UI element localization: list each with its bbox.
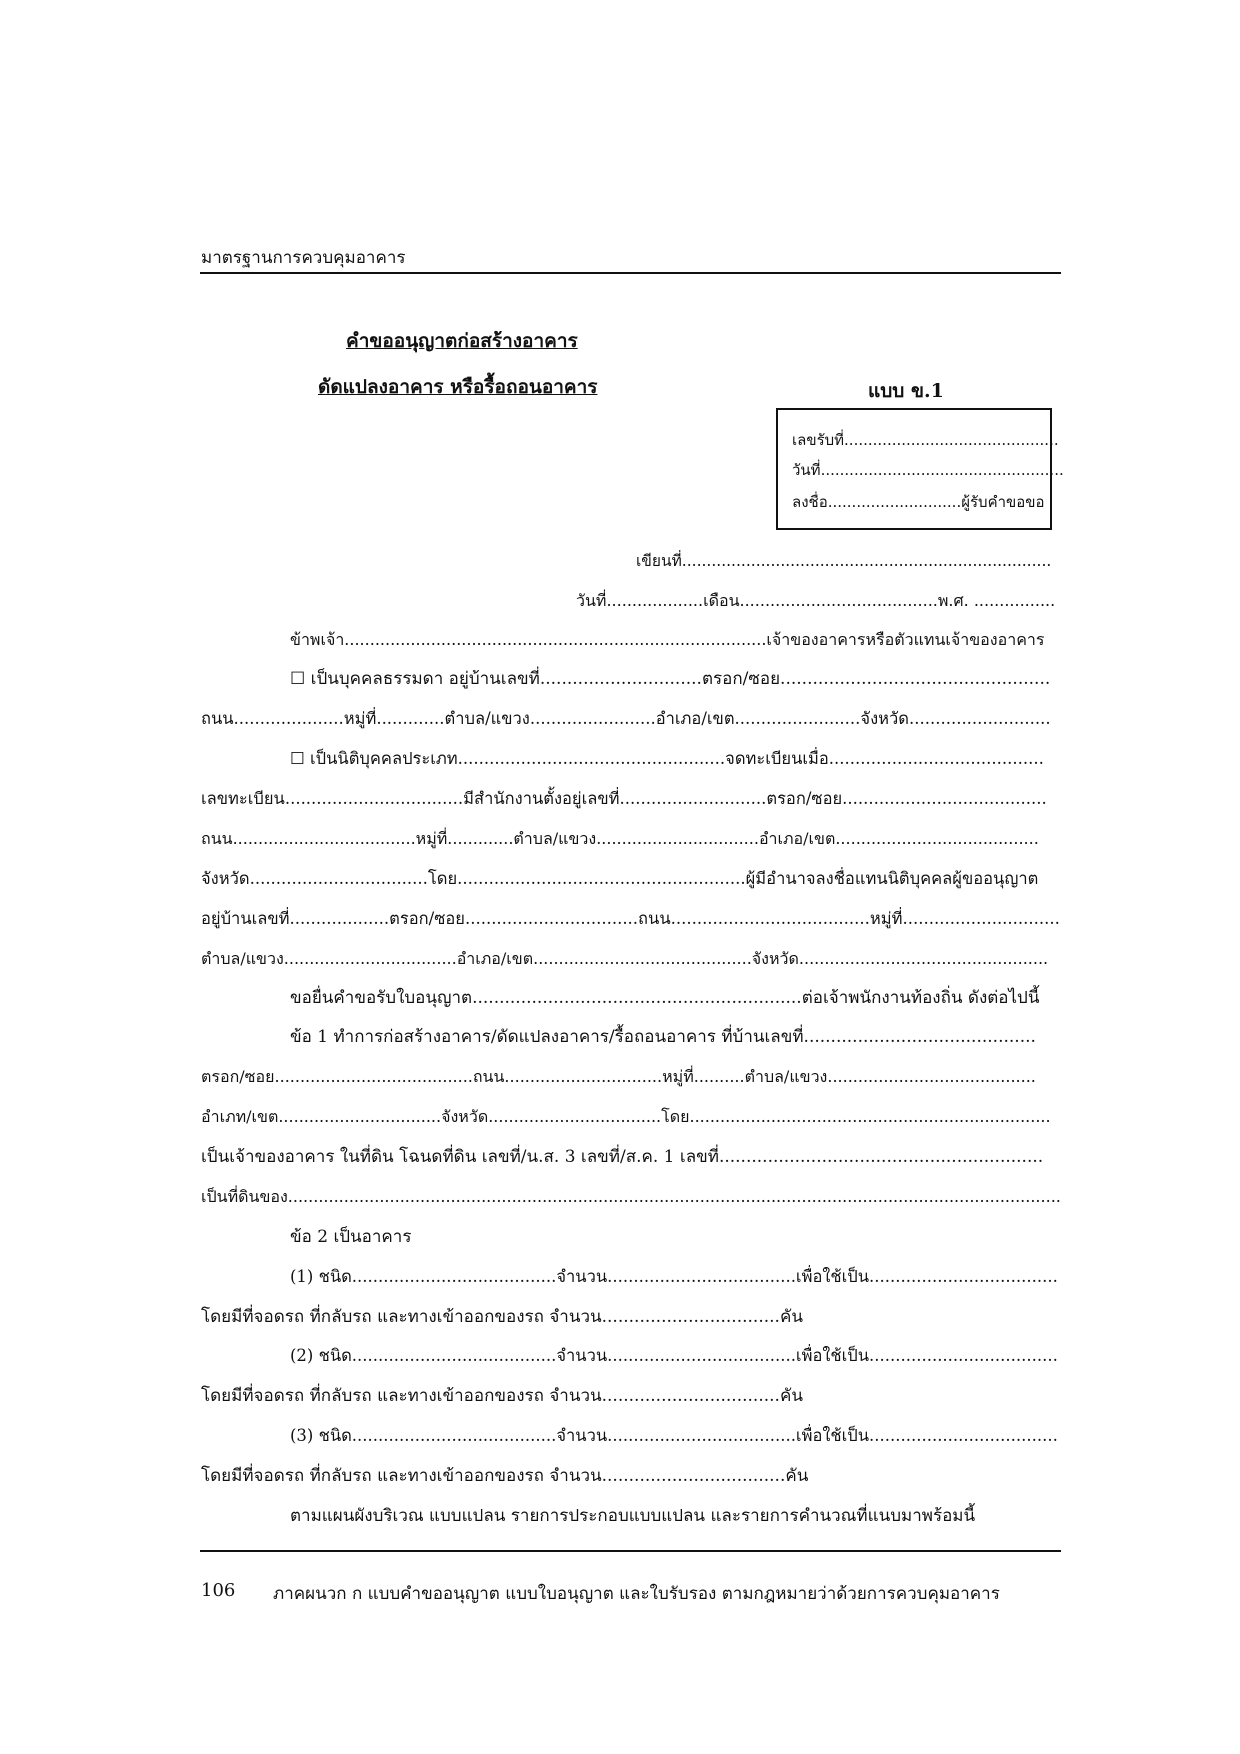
building-2-line: (2) ชนิด.......................................จำนวน....................................เพื่อใช้เป็น....................................: [290, 1346, 1058, 1365]
receipt-signature: ลงชื่อ............................ผู้รับคำขอขอ: [792, 493, 1045, 511]
item-1-district-line: อำเภท/เขต................................จังหวัด..................................โดย.......................................................................: [201, 1107, 1051, 1126]
building-3-line: (3) ชนิด.......................................จำนวน....................................เพื่อใช้เป็น....................................: [290, 1426, 1058, 1445]
form-title-line1: คำขออนุญาตก่อสร้างอาคาร: [346, 330, 578, 352]
item-1-deed-line: เป็นเจ้าของอาคาร ในที่ดิน โฉนดที่ดิน เลขที่/น.ส. 3 เลขที่/ส.ค. 1 เลขที่............................................................: [201, 1147, 1044, 1167]
request-line: ขอยื่นคำขอรับใบอนุญาต.............................................................ต่อเจ้าพนักงานท้องถิ่น ดังต่อไปนี้: [290, 988, 1040, 1008]
item-1-heading: ข้อ 1 ทำการก่อสร้างอาคาร/ดัดแปลงอาคาร/รื้อถอนอาคาร ที่บ้านเลขที่...........................................: [290, 1027, 1036, 1047]
province-authorized-line: จังหวัด..................................โดย.......................................................ผู้มีอำนาจลงชื่อแทนนิติบุคคลผู้ขออนุญาต: [201, 869, 1039, 888]
building-1-line: (1) ชนิด.......................................จำนวน....................................เพื่อใช้เป็น....................................: [290, 1267, 1058, 1286]
item-2-heading: ข้อ 2 เป็นอาคาร: [290, 1227, 412, 1247]
representative-address-line: อยู่บ้านเลขที่...................ตรอก/ซอย.................................ถนน......................................หมู่ที่..............................: [201, 909, 1060, 928]
parking-3-line: โดยมีที่จอดรถ ที่กลับรถ และทางเข้าออกของรถ จำนวน..................................คัน: [201, 1466, 809, 1486]
registration-line: เลขทะเบียน..................................มีสำนักงานตั้งอยู่เลขที่............................ตรอก/ซอย.......................................: [201, 789, 1047, 808]
form-title-line2: ดัดแปลงอาคาร หรือรื้อถอนอาคาร: [318, 376, 598, 398]
item-1-landowner-line: เป็นที่ดินของ........................................................................................................................................................: [201, 1187, 1061, 1206]
natural-person-option: ☐ เป็นบุคคลธรรมดา อยู่บ้านเลขที่..............................ตรอก/ซอย..................................................: [290, 669, 1051, 689]
receipt-box: [776, 408, 1064, 530]
running-header: มาตรฐานการควบคุมอาคาร: [201, 248, 406, 268]
written-at-field: เขียนที่...........................................................................: [636, 552, 1052, 570]
form-code: แบบ ข.1: [868, 380, 944, 402]
representative-subdistrict-line: ตำบล/แขวง..................................อำเภอ/เขต...........................................จังหวัด.................................................: [201, 949, 1049, 968]
juristic-person-option: ☐ เป็นนิติบุคคลประเภท...................................................จดทะเบียนเมื่อ.........................................: [290, 749, 1044, 768]
footer-caption: ภาคผนวก ก แบบคำขออนุญาต แบบใบอนุญาต และใบรับรอง ตามกฎหมายว่าด้วยการควบคุมอาคาร: [273, 1584, 1000, 1604]
attached-plans-line: ตามแผนผังบริเวณ แบบแปลน รายการประกอบแบบแปลน และรายการคำนวณที่แนบมาพร้อมนี้: [290, 1506, 976, 1526]
header-rule: [200, 272, 1061, 274]
person-address-line: ถนน.....................หมู่ที่.............ตำบล/แขวง........................อำเภอ/เขต........................จังหวัด...........................: [201, 709, 1051, 728]
item-1-location-line: ตรอก/ซอย.......................................ถนน...............................หมู่ที่..........ตำบล/แขวง.........................................: [201, 1067, 1036, 1086]
page-number: 106: [201, 1580, 236, 1601]
receipt-date: วันที่...................................................: [792, 461, 1064, 479]
applicant-field: ข้าพเจ้า...................................................................................เจ้าของอาคารหรือตัวแทนเจ้าของอาคาร: [290, 630, 1045, 649]
receipt-number: เลขรับที่.............................................: [792, 431, 1059, 449]
office-road-line: ถนน....................................หมู่ที่.............ตำบล/แขวง................................อำเภอ/เขต........................................: [201, 829, 1039, 848]
footer-rule: [200, 1550, 1061, 1552]
parking-1-line: โดยมีที่จอดรถ ที่กลับรถ และทางเข้าออกของรถ จำนวน.................................คัน: [201, 1307, 803, 1327]
parking-2-line: โดยมีที่จอดรถ ที่กลับรถ และทางเข้าออกของรถ จำนวน.................................คัน: [201, 1386, 803, 1406]
date-field: วันที่...................เดือน.......................................พ.ศ. ................: [576, 591, 1056, 610]
